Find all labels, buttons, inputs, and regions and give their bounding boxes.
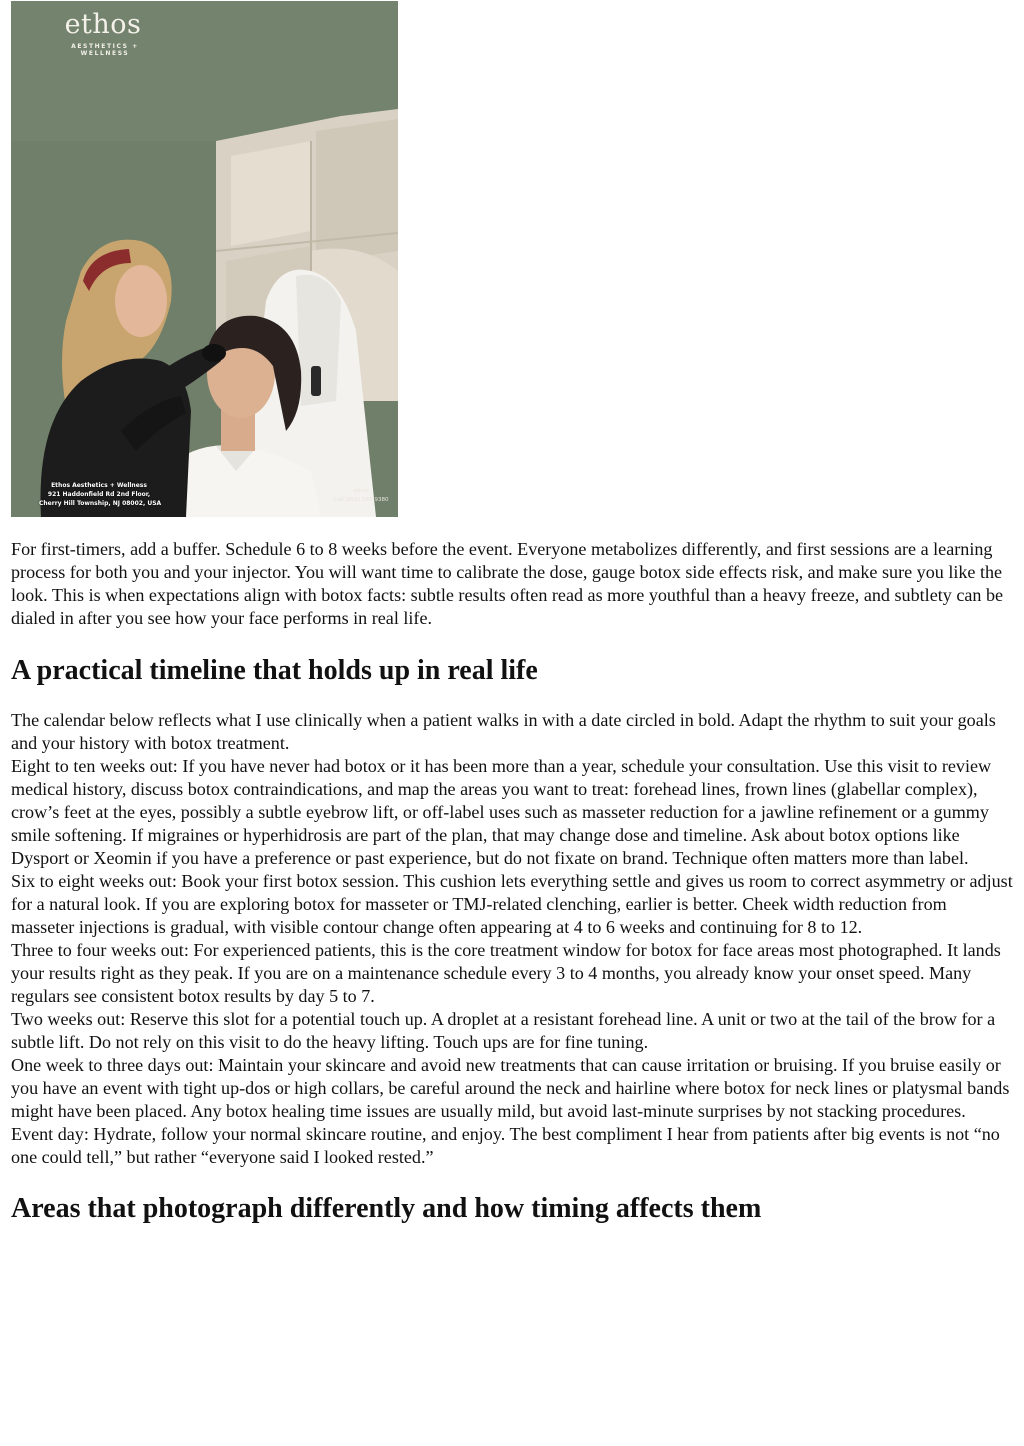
timeline-heading: A practical timeline that holds up in real life: [11, 655, 538, 686]
address-line: 921 Haddonfield Rd 2nd Floor,: [47, 491, 151, 498]
timeline-item-three-to-four-weeks: Three to four weeks out: For experienced patients, this is the core treatment window for botox for face areas most photographed. It lands your results right as they peak. If you are on a maintenance schedule every 3 to 4 months, you already know your onset speed. Many regulars see consistent botox results by day 5 to 7.: [11, 940, 1001, 1006]
intro-paragraph: For first-timers, add a buffer. Schedule 6 to 8 weeks before the event. Everyone metabolizes differently, and first sessions are a learning process for both you and your injector. You will want time to calibrate the dose, gauge botox side effects risk, and make sure you like the look. This is when expectations align with botox facts: subtle results often read as more youthful than a heavy freeze, and subtlety can be dialed in after you see how your face performs in real life.: [11, 539, 1004, 628]
timeline-item-event-day: Event day: Hydrate, follow your normal skincare routine, and enjoy. The best compliment I hear from patients after big events is not “no one could tell,” but rather “everyone said I looked rested.”: [11, 1124, 1000, 1167]
photo-address-caption: [39, 481, 162, 508]
timeline-item-two-weeks: Two weeks out: Reserve this slot for a potential touch up. A droplet at a resistant forehead line. A unit or two at the tail of the brow for a subtle lift. Do not rely on this visit to do the heavy lifting. Touch ups are for fine tuning.: [11, 1009, 996, 1052]
ethos-logo-text: ethos: [64, 9, 142, 40]
address-line: Ethos Aesthetics + Wellness: [51, 482, 147, 489]
calendar-paragraph: The calendar below reflects what I use clinically when a patient walks in with a date circled in bold. Adapt the rhythm to suit your goals and your history with botox treatment.: [11, 710, 996, 753]
article-page: [11, 0, 1014, 1226]
treatment-scene-illustration: [11, 1, 398, 517]
timeline-item-one-week-to-three-days: One week to three days out: Maintain your skincare and avoid new treatments that can cause irritation or bruising. If you bruise easily or you have an event with tight up-dos or high collars, be careful around the neck and hairline where botox for neck lines or platysmal bands might have been placed. Any botox healing time issues are usually mild, but avoid last-minute surprises by not stacking procedures.: [11, 1055, 1010, 1121]
timeline-item-six-to-eight-weeks: Six to eight weeks out: Book your first botox session. This cushion lets everything settle and gives us room to correct asymmetry or adjust for a natural look. If you are exploring botox for masseter or TMJ-related clenching, earlier is better. Cheek width reduction from masseter injections is gradual, with visible contour change often appearing at 4 to 6 weeks and continuing for 8 to 12.: [11, 871, 1013, 937]
areas-heading: Areas that photograph differently and how timing affects them: [11, 1193, 762, 1224]
phone-line: ethos: [353, 488, 369, 494]
photo-phone-caption: [321, 487, 398, 505]
phone-line: Call (856) 565-9380: [333, 497, 389, 503]
clinic-photo: [11, 1, 398, 517]
address-line: Cherry Hill Township, NJ 08002, USA: [39, 500, 162, 507]
ethos-logo-subtitle: AESTHETICS + WELLNESS: [71, 43, 139, 57]
timeline-item-eight-to-ten-weeks: Eight to ten weeks out: If you have never had botox or it has been more than a year, schedule your consultation. Use this visit to review medical history, discuss botox contraindications, and map the areas you want to treat: forehead lines, frown lines (glabellar complex), crow’s feet at the eyes, possibly a subtle eyebrow lift, or off-label uses such as masseter reduction for a jawline refinement or a gummy smile softening. If migraines or hyperhidrosis are part of the plan, that may change dose and timeline. Ask about botox options like Dysport or Xeomin if you have a preference or past experience, but do not fixate on brand. Technique often matters more than label.: [11, 756, 992, 868]
